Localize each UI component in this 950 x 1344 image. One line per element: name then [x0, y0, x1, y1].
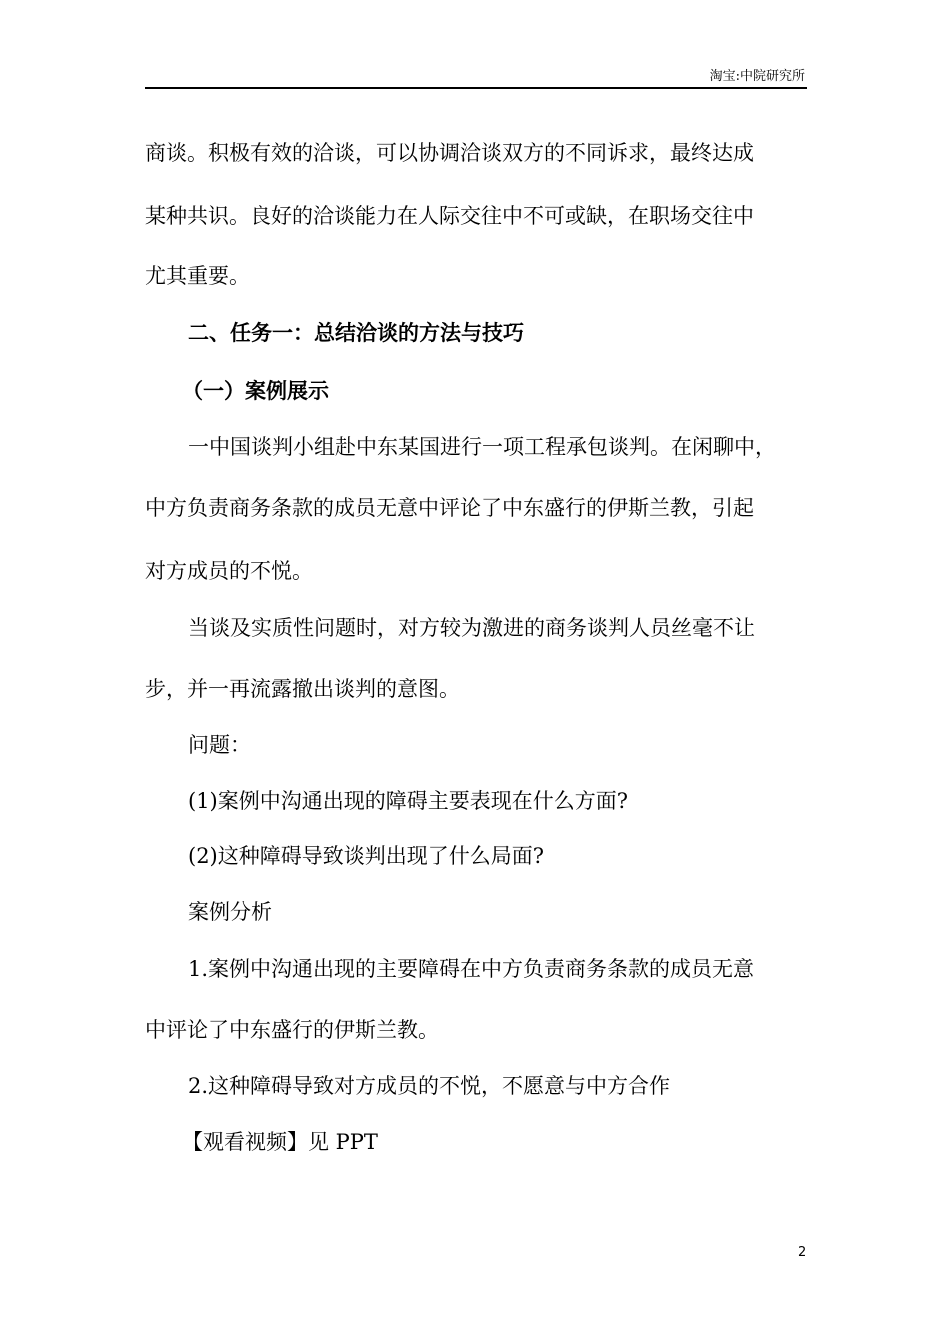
analysis-item-continued: 中评论了中东盛行的伊斯兰教。 — [145, 1018, 439, 1042]
subsection-heading: （一）案例展示 — [182, 379, 329, 403]
question-item: (1)案例中沟通出现的障碍主要表现在什么方面? — [188, 789, 629, 813]
paragraph-line: 商谈。积极有效的洽谈，可以协调洽谈双方的不同诉求，最终达成 — [145, 141, 754, 165]
paragraph-line: 步，并一再流露撤出谈判的意图。 — [145, 677, 460, 701]
section-heading: 二、任务一：总结洽谈的方法与技巧 — [188, 321, 524, 345]
header-text: 淘宝:中院研究所 — [709, 69, 805, 84]
paragraph-line: 对方成员的不悦。 — [145, 559, 313, 583]
paragraph-line: 某种共识。良好的洽谈能力在人际交往中不可或缺，在职场交往中 — [145, 204, 754, 228]
analysis-item: 2.这种障碍导致对方成员的不悦，不愿意与中方合作 — [188, 1074, 671, 1098]
question-item: (2)这种障碍导致谈判出现了什么局面? — [188, 844, 545, 868]
paragraph-line: 中方负责商务条款的成员无意中评论了中东盛行的伊斯兰教，引起 — [145, 496, 754, 520]
analysis-label: 案例分析 — [188, 900, 272, 924]
paragraph-line: 一中国谈判小组赴中东某国进行一项工程承包谈判。在闲聊中， — [188, 435, 776, 459]
header-rule — [145, 87, 807, 89]
analysis-item: 1.案例中沟通出现的主要障碍在中方负责商务条款的成员无意 — [188, 957, 755, 981]
page-number: 2 — [798, 1245, 807, 1260]
video-note: 【观看视频】见 PPT — [182, 1130, 378, 1154]
paragraph-line: 尤其重要。 — [145, 264, 250, 288]
questions-label: 问题： — [188, 733, 251, 757]
paragraph-line: 当谈及实质性问题时，对方较为激进的商务谈判人员丝毫不让 — [188, 616, 755, 640]
